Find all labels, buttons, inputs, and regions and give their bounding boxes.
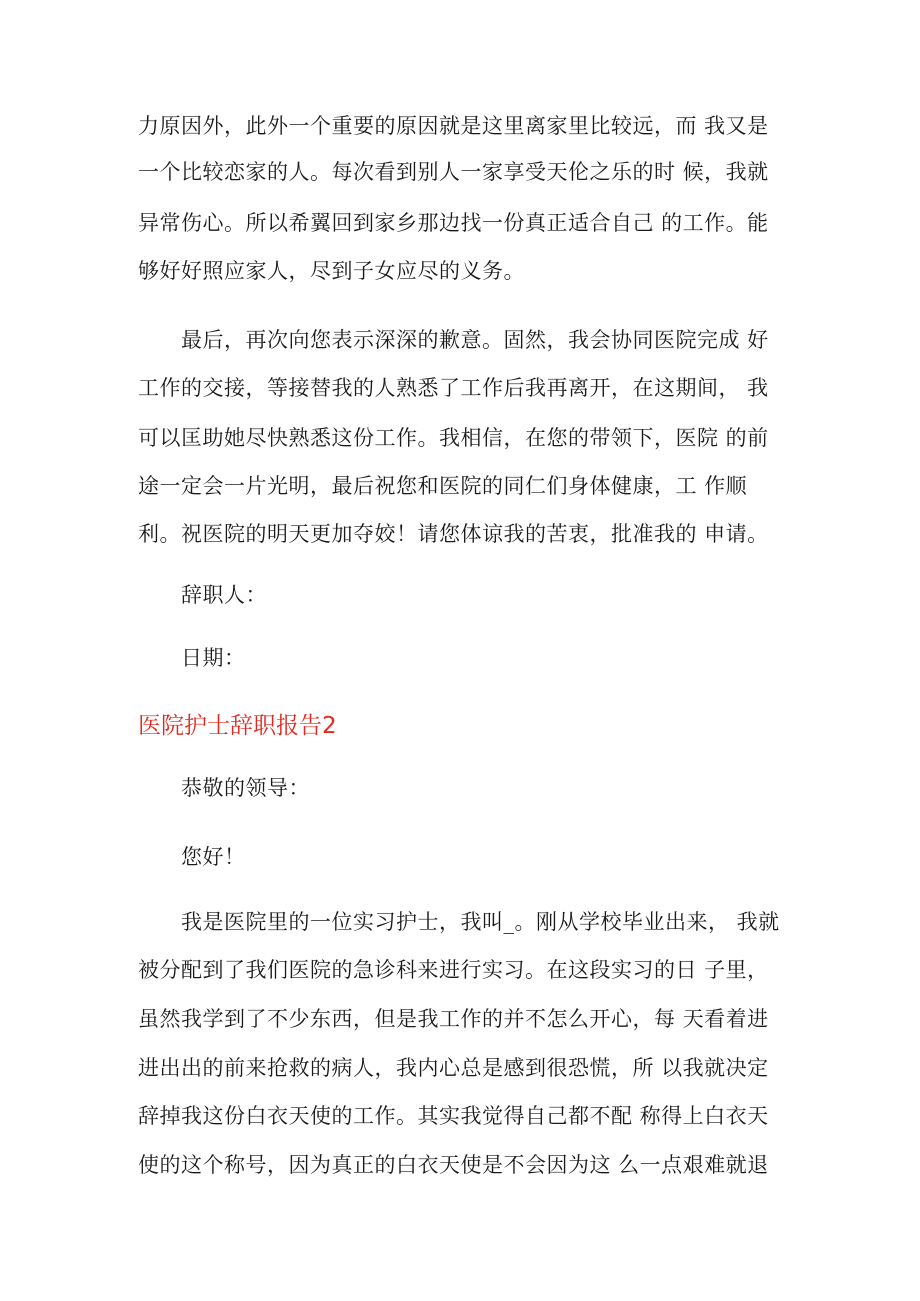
- greeting: 您好！: [181, 845, 246, 869]
- signer-label: 辞职人：: [181, 583, 267, 607]
- paragraph-line: 虽然我学到了不少东西，但是我工作的并不怎么开心，每 天看着进: [138, 1007, 769, 1031]
- paragraph-line: 异常伤心。所以希翼回到家乡那边找一份真正适合自己 的工作。能: [138, 211, 769, 235]
- paragraph-line: 最后，再次向您表示深深的歉意。固然，我会协同医院完成 好: [181, 328, 769, 352]
- paragraph-line: 利。祝医院的明天更加夺姣！请您体谅我的苦衷，批准我的 申请。: [138, 522, 769, 546]
- paragraph-line: 够好好照应家人，尽到子女应尽的义务。: [138, 259, 525, 283]
- paragraph-line: 力原因外，此外一个重要的原因就是这里离家里比较远，而 我又是: [138, 114, 769, 138]
- section-title: 医院护士辞职报告2: [138, 713, 337, 739]
- date-label: 日期：: [181, 646, 246, 670]
- paragraph-line: 使的这个称号，因为真正的白衣天使是不会因为这 么一点艰难就退: [138, 1153, 769, 1177]
- paragraph-line: 进出出的前来抢救的病人，我内心总是感到很恐慌，所 以我就决定: [138, 1056, 769, 1080]
- paragraph-line: 辞掉我这份白衣天使的工作。其实我觉得自己都不配 称得上白衣天: [138, 1104, 769, 1128]
- paragraph-line: 被分配到了我们医院的急诊科来进行实习。在这段实习的日 子里，: [138, 958, 769, 982]
- paragraph-line: 可以匡助她尽快熟悉这份工作。我相信，在您的带领下，医院 的前: [138, 426, 769, 450]
- paragraph-line: 我是医院里的一位实习护士，我叫_。刚从学校毕业出来， 我就: [181, 910, 780, 934]
- paragraph-line: 途一定会一片光明，最后祝您和医院的同仁们身体健康，工 作顺: [138, 474, 748, 498]
- paragraph-line: 工作的交接，等接替我的人熟悉了工作后我再离开，在这期间， 我: [138, 376, 769, 400]
- salutation: 恭敬的领导：: [181, 776, 310, 800]
- paragraph-line: 一个比较恋家的人。每次看到别人一家享受天伦之乐的时 候，我就: [138, 160, 769, 184]
